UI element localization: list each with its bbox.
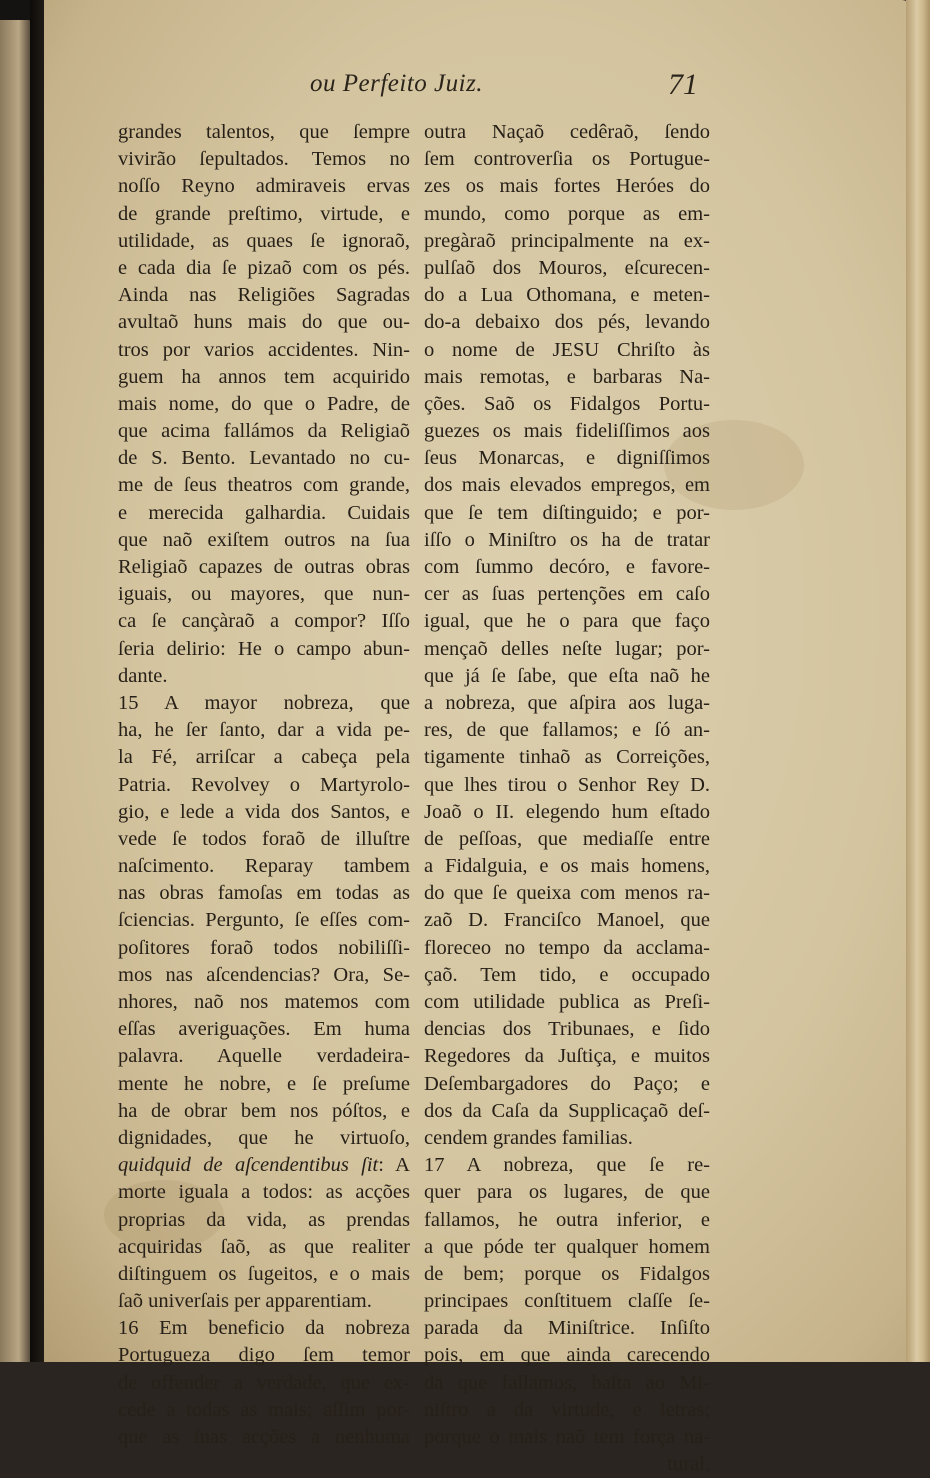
text-line: o nome de JESU Chriſto às bbox=[424, 338, 710, 361]
text-line: que já ſe ſabe, que eſta naõ he bbox=[424, 664, 710, 687]
text-line: diſtinguem os ſugeitos, e o mais bbox=[118, 1262, 410, 1285]
text-line: utilidade, as quaes ſe ignoraõ, bbox=[118, 229, 410, 252]
text-line: do a Lua Othomana, e meten- bbox=[424, 284, 710, 307]
text-line: zaõ D. Franciſco Manoel, que bbox=[424, 909, 710, 932]
text-line: Patria. Revolvey o Martyrolo- bbox=[118, 773, 410, 796]
text-line: ções. Saõ os Fidalgos Portu- bbox=[424, 392, 710, 415]
text-line: dencias dos Tribunaes, e ſido bbox=[424, 1018, 710, 1041]
text-line: de peſſoas, que mediaſſe entre bbox=[424, 827, 710, 850]
text-line: mais nome, do que o Padre, de bbox=[118, 392, 410, 415]
text-line: pulſaõ dos Mouros, eſcurecen- bbox=[424, 256, 710, 279]
text-line: tros por varios accidentes. Nin- bbox=[118, 338, 410, 361]
text-line: dignidades, que he virtuoſo, bbox=[118, 1126, 410, 1149]
text-line: avultaõ huns mais do que ou- bbox=[118, 311, 410, 334]
text-line: da que fallamos, baſta ao Mi- bbox=[424, 1371, 710, 1394]
text-line: de S. Bento. Levantado no cu- bbox=[118, 447, 410, 470]
text-line: Regedores da Juſtiça, e muitos bbox=[424, 1045, 710, 1068]
text-line: outra Naçaõ cedêraõ, ſendo bbox=[424, 121, 710, 143]
text-line: ſaõ univerſais per apparentiam. bbox=[118, 1290, 372, 1313]
text-line: mais remotas, e barbaras Na- bbox=[424, 365, 710, 388]
text-line: ſeria delirio: He o campo abun- bbox=[118, 637, 410, 660]
text-line: me de ſeus theatros com grande, bbox=[118, 474, 410, 497]
page-stack-edge bbox=[906, 0, 930, 1362]
text-line: quidquid de aſcendentibus ſit: A bbox=[118, 1154, 410, 1177]
text-line: dos da Caſa da Supplicaçaõ deſ- bbox=[424, 1099, 710, 1122]
text-line: de offender a verdade, que ex- bbox=[118, 1371, 410, 1394]
running-title: ou Perfeito Juiz. bbox=[310, 70, 484, 97]
right-text-column bbox=[424, 119, 710, 1478]
text-line: niſtro a da virtude, e letras; bbox=[424, 1398, 710, 1421]
text-line: fallamos, he outra inferior, e bbox=[424, 1208, 710, 1231]
text-line: guezes os mais fideliſſimos aos bbox=[424, 420, 710, 443]
text-line: quer para os lugares, de que bbox=[424, 1181, 710, 1204]
text-line: pois, em que ainda carecendo bbox=[424, 1344, 710, 1367]
text-line: zes os mais fortes Heróes do bbox=[424, 175, 710, 198]
text-line: morte iguala a todos: as acções bbox=[118, 1181, 410, 1204]
text-line: ha, he ſer ſanto, dar a vida pe- bbox=[118, 719, 410, 742]
text-line: cer as ſuas pertenções em caſo bbox=[424, 583, 710, 606]
left-text-column bbox=[118, 119, 410, 1451]
text-line: e merecida galhardia. Cuidais bbox=[118, 501, 410, 524]
text-line: a nobreza, que aſpira aos luga- bbox=[424, 691, 710, 714]
text-line: ca ſe cançàraõ a compor? Iſſo bbox=[118, 610, 410, 633]
text-line: iguais, ou mayores, que nun- bbox=[118, 583, 410, 606]
text-line: poſitores foraõ todos nobiliſſi- bbox=[118, 936, 410, 959]
text-line: que lhes tirou o Senhor Rey D. bbox=[424, 773, 710, 796]
text-line: dos mais elevados empregos, em bbox=[424, 474, 710, 497]
text-line: palavra. Aquelle verdadeira- bbox=[118, 1045, 410, 1068]
text-line: do-a debaixo dos pés, levando bbox=[424, 311, 710, 334]
text-line: la Fé, arriſcar a cabeça pela bbox=[118, 746, 410, 769]
text-line: pregàraõ principalmente na ex- bbox=[424, 229, 710, 252]
text-line: que naõ exiſtem outros na ſua bbox=[118, 528, 410, 551]
text-line: cendem grandes familias. bbox=[424, 1126, 633, 1149]
latin-phrase: quidquid de aſcendentibus ſit bbox=[118, 1154, 379, 1177]
text-line: ſem controverſia os Portugue- bbox=[424, 148, 710, 171]
text-line: Religiaõ capazes de outras obras bbox=[118, 556, 410, 578]
text-line: vivirão ſepultados. Temos no bbox=[118, 148, 410, 171]
text-line: que acima fallámos da Religiaõ bbox=[118, 420, 410, 443]
text-line: dante. bbox=[118, 664, 168, 687]
text-line: com utilidade publica as Preſi- bbox=[424, 991, 710, 1013]
text-line: mençaõ delles neſte lugar; por- bbox=[424, 637, 710, 660]
text-line: Portugueza digo ſem temor bbox=[118, 1344, 410, 1367]
text-line: principaes conſtituem claſſe ſe- bbox=[424, 1290, 710, 1313]
text-line: com ſummo decóro, e favore- bbox=[424, 556, 710, 578]
text-line: 15 A mayor nobreza, que bbox=[118, 691, 410, 714]
text-line: Deſembargadores do Paço; e bbox=[424, 1072, 710, 1095]
text-line: eſſas averiguações. Em huma bbox=[118, 1018, 410, 1041]
text-line: 17 A nobreza, que ſe re- bbox=[424, 1154, 710, 1177]
text-line: tigamente tinhaõ as Correições, bbox=[424, 746, 710, 769]
text-line: guem ha annos tem acquirido bbox=[118, 365, 410, 388]
text-line: a que póde ter qualquer homem bbox=[424, 1235, 710, 1258]
text-line: floreceo no tempo da acclama- bbox=[424, 936, 710, 959]
text-line: do que ſe queixa com menos ra- bbox=[424, 882, 710, 905]
text-line: de grande preſtimo, virtude, e bbox=[118, 202, 410, 225]
text-line: nhores, naõ nos matemos com bbox=[118, 991, 410, 1013]
text-line: de bem; porque os Fidalgos bbox=[424, 1262, 710, 1285]
text-line: cede a todas as mais; aſſim por- bbox=[118, 1398, 410, 1421]
text-line: igual, que he o para que faço bbox=[424, 610, 710, 633]
text-line: e cada dia ſe pizaõ com os pés. bbox=[118, 256, 410, 279]
text-line: que ſe tem diſtinguido; e por- bbox=[424, 501, 710, 524]
text-line: noſſo Reyno admiraveis ervas bbox=[118, 175, 410, 198]
text-line: çaõ. Tem tido, e occupado bbox=[424, 963, 710, 986]
text-line: ſeus Monarcas, e digniſſimos bbox=[424, 447, 710, 470]
text-line: acquiridas ſaõ, as que realiter bbox=[118, 1235, 410, 1258]
text-line: 16 Em beneficio da nobreza bbox=[118, 1317, 410, 1340]
text-line: Ainda nas Religiões Sagradas bbox=[118, 284, 410, 307]
page-number: 71 bbox=[668, 68, 698, 101]
text-line: grandes talentos, que ſempre bbox=[118, 121, 410, 143]
text-line: gio, e lede a vida dos Santos, e bbox=[118, 800, 410, 823]
text-line: mundo, como porque as em- bbox=[424, 202, 710, 225]
text-line: tural, bbox=[667, 1453, 710, 1476]
text-line: proprias da vida, as prendas bbox=[118, 1208, 410, 1231]
text-line: porque o mais naõ tem força na- bbox=[424, 1426, 710, 1448]
text-line: Joaõ o II. elegendo hum eſtado bbox=[424, 800, 710, 823]
text-line: que as ſuas acções a nenhuma bbox=[118, 1426, 410, 1448]
text-line: iſſo o Miniſtro os ha de tratar bbox=[424, 528, 710, 551]
text-line: parada da Miniſtrice. Inſiſto bbox=[424, 1317, 710, 1340]
text-line: mos nas aſcendencias? Ora, Se- bbox=[118, 963, 410, 986]
facing-page-edge bbox=[0, 20, 34, 1362]
text-line: vede ſe todos foraõ de illuſtre bbox=[118, 827, 410, 850]
text-line: a Fidalguia, e os mais homens, bbox=[424, 855, 710, 878]
text-line: ſciencias. Pergunto, ſe eſſes com- bbox=[118, 909, 410, 932]
text-line: mente he nobre, e ſe preſume bbox=[118, 1072, 410, 1095]
text-line: nas obras famoſas em todas as bbox=[118, 882, 410, 905]
text-line: ha de obrar bem nos póſtos, e bbox=[118, 1099, 410, 1122]
text-line: naſcimento. Reparay tambem bbox=[118, 855, 410, 878]
text-line: res, de que fallamos; e ſó an- bbox=[424, 719, 710, 742]
